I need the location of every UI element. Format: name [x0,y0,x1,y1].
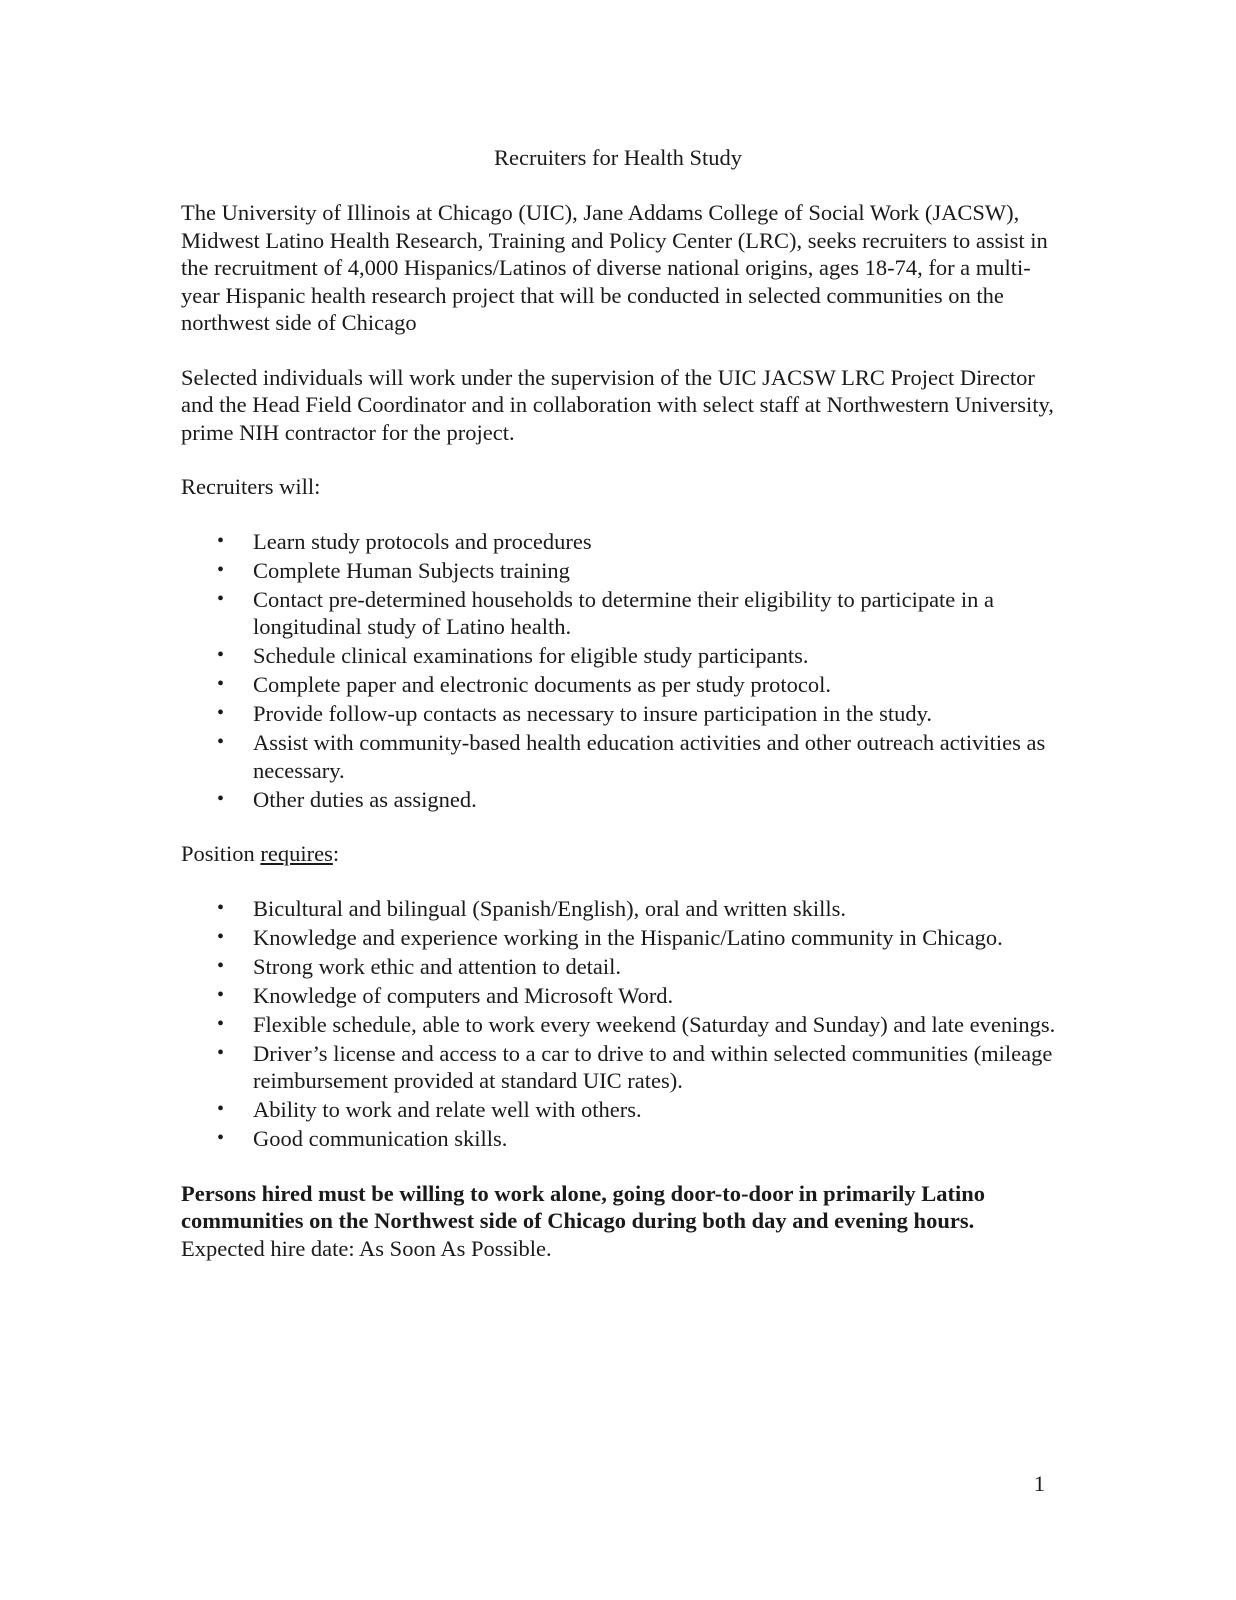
bullet-icon: • [217,1098,225,1120]
bullet-icon: • [217,954,225,977]
list-item [181,700,1061,728]
list-item-text: Complete Human Subjects training [253,557,570,583]
bullet-icon: • [217,673,225,695]
requirements-heading [181,840,1061,868]
requirements-list [181,895,1061,1153]
list-item-text: Complete paper and electronic documents as per study protocol. [253,672,831,697]
bullet-icon: • [217,644,225,666]
list-item [181,1011,1061,1039]
duties-list [181,528,1061,814]
list-item [181,786,1061,814]
list-item [181,1040,1061,1095]
list-item [181,729,1061,784]
duties-heading: Recruiters will: [181,474,321,499]
bullet-icon: • [217,1041,225,1064]
bullet-icon: • [217,529,225,552]
bullet-icon: • [217,1012,225,1035]
list-item-text: Strong work ethic and attention to detail. [253,953,622,979]
notice-paragraph: Persons hired must be willing to work alone, going door-to-door in primarily Latino communities on the Northwest side of Chicago during both day and evening hours. [181,1180,985,1233]
bullet-icon: • [217,1127,225,1149]
list-item [181,982,1061,1010]
list-item [181,642,1061,670]
list-item-text: Schedule clinical examinations for eligible study participants. [253,643,809,668]
intro-paragraph: The University of Illinois at Chicago (UIC), Jane Addams College of Social Work (JACSW), Midwest Latino Health Research, Training and Policy Center (LRC), seeks recruiters to assist in the recruitment of 4,000 Hispanics/Latinos of diverse national origins, ages 18-74, for a multi-year Hispanic health research project that will be conducted in selected communities on the northwest side of Chicago [181,200,1048,335]
bullet-icon: • [217,702,225,724]
list-item-text: Contact pre-determined households to determine their eligibility to participate in a longitudinal study of Latino health. [253,586,995,639]
list-item-text: Bicultural and bilingual (Spanish/English), oral and written skills. [253,895,847,921]
list-item-text: Learn study protocols and procedures [253,528,592,554]
list-item [181,557,1061,585]
list-item [181,1125,1061,1153]
requirements-heading-suffix: : [332,841,340,866]
bullet-icon: • [217,983,225,1006]
bullet-icon: • [217,731,225,753]
list-item-text: Good communication skills. [253,1126,508,1151]
bullet-icon: • [217,787,225,810]
bullet-icon: • [217,925,225,948]
list-item-text: Provide follow-up contacts as necessary to insure participation in the study. [253,701,932,726]
requirements-heading-underlined: requires [260,841,333,866]
list-item-text: Ability to work and relate well with others. [253,1097,642,1122]
document-title: Recruiters for Health Study [493,145,743,170]
list-item-text: Knowledge and experience working in the Hispanic/Latino community in Chicago. [253,924,1003,950]
list-item-text: Other duties as assigned. [253,786,477,812]
list-item-text: Knowledge of computers and Microsoft Word. [253,982,674,1008]
document-body [181,199,1061,1289]
list-item [181,528,1061,556]
list-item [181,953,1061,981]
bullet-icon: • [217,587,225,610]
bullet-icon: • [217,896,225,919]
hire-date: Expected hire date: As Soon As Possible. [181,1235,552,1261]
bullet-icon: • [217,558,225,581]
supervision-paragraph: Selected individuals will work under the supervision of the UIC JACSW LRC Project Director and the Head Field Coordinator and in collaboration with select staff at Northwestern University, prime NIH contractor for the project. [181,364,1054,445]
list-item [181,671,1061,699]
list-item [181,895,1061,923]
list-item [181,586,1061,641]
page-number: 1 [1033,1471,1045,1496]
list-item [181,924,1061,952]
list-item-text: Driver’s license and access to a car to drive to and within selected communities (mileage reimbursement provided at standard UIC rates). [253,1040,1053,1093]
list-item [181,1096,1061,1124]
list-item-text: Flexible schedule, able to work every weekend (Saturday and Sunday) and late evenings. [253,1011,1056,1037]
list-item-text: Assist with community-based health education activities and other outreach activities as necessary. [253,730,1046,783]
requirements-heading-prefix: Position [181,841,261,866]
